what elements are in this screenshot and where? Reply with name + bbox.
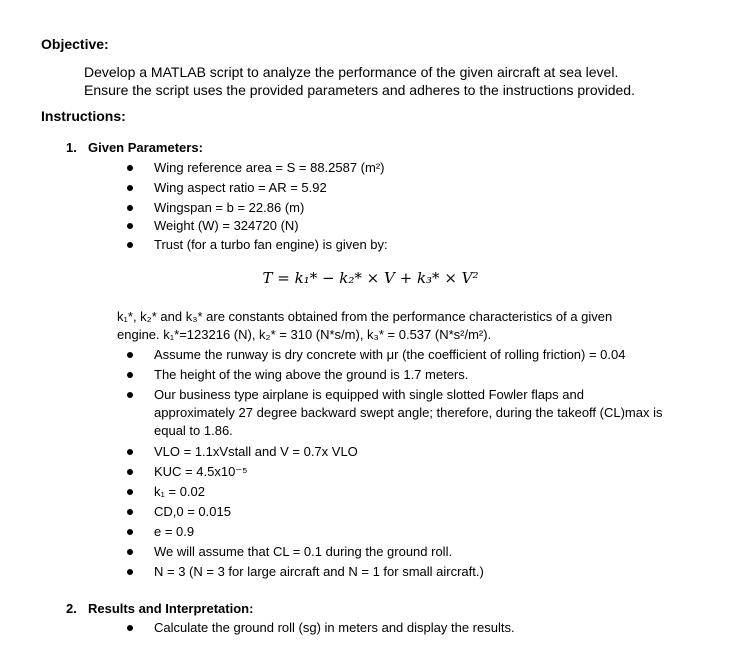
- param-vlo: VLO = 1.1xVstall and V = 0.7x VLO: [154, 444, 358, 459]
- param-k1: k₁ = 0.02: [154, 484, 206, 499]
- bullet-icon: [127, 469, 133, 475]
- param-thrust: Trust (for a turbo fan engine) is given by:: [154, 237, 388, 252]
- bullet-icon: [127, 625, 133, 631]
- bullet-icon: [127, 223, 133, 229]
- instructions-heading: Instructions:: [41, 108, 126, 124]
- param-wing-area: Wing reference area = S = 88.2587 (m²): [154, 160, 385, 175]
- assumption-flaps-1: Our business type airplane is equipped with single slotted Fowler flaps and: [154, 387, 584, 402]
- bullet-icon: [127, 392, 133, 398]
- assumption-flaps-2: approximately 27 degree backward swept angle; therefore, during the takeoff (CL)max is: [154, 405, 663, 420]
- bullet-icon: [127, 449, 133, 455]
- assumption-flaps-3: equal to 1.86.: [154, 423, 233, 438]
- param-cd0: CD,0 = 0.015: [154, 504, 231, 519]
- param-weight: Weight (W) = 324720 (N): [154, 218, 299, 233]
- param-cl: We will assume that CL = 0.1 during the ground roll.: [154, 544, 453, 559]
- param-wingspan: Wingspan = b = 22.86 (m): [154, 200, 305, 215]
- section-1-title: Given Parameters:: [88, 140, 203, 155]
- bullet-icon: [127, 509, 133, 515]
- thrust-equation: T = k₁* − k₂* × V + k₃* × V²: [262, 269, 479, 287]
- constants-line-1: k₁*, k₂* and k₃* are constants obtained from the performance characteristics of a given: [117, 309, 613, 324]
- param-e: e = 0.9: [154, 524, 195, 539]
- bullet-icon: [127, 372, 133, 378]
- section-2-number: 2.: [66, 601, 77, 616]
- param-kuc: KUC = 4.5x10⁻⁵: [154, 464, 248, 479]
- constants-line-2: engine. k₁*=123216 (N), k₂* = 310 (N*s/m), k₃* = 0.537 (N*s²/m²).: [117, 327, 492, 342]
- bullet-icon: [127, 529, 133, 535]
- param-aspect-ratio: Wing aspect ratio = AR = 5.92: [154, 180, 327, 195]
- bullet-icon: [127, 165, 133, 171]
- objective-heading: Objective:: [41, 36, 109, 52]
- result-ground-roll: Calculate the ground roll (sg) in meters and display the results.: [154, 620, 515, 635]
- bullet-icon: [127, 242, 133, 248]
- bullet-icon: [127, 549, 133, 555]
- bullet-icon: [127, 185, 133, 191]
- bullet-icon: [127, 489, 133, 495]
- section-1-number: 1.: [66, 140, 77, 155]
- section-2-title: Results and Interpretation:: [88, 601, 254, 616]
- bullet-icon: [127, 352, 133, 358]
- assumption-wing-height: The height of the wing above the ground is 1.7 meters.: [154, 367, 469, 382]
- bullet-icon: [127, 205, 133, 211]
- objective-line-1: Develop a MATLAB script to analyze the performance of the given aircraft at sea level.: [84, 64, 619, 80]
- bullet-icon: [127, 569, 133, 575]
- objective-line-2: Ensure the script uses the provided parameters and adheres to the instructions provided.: [84, 82, 635, 98]
- assumption-runway: Assume the runway is dry concrete with μr (the coefficient of rolling friction) = 0.04: [154, 347, 626, 362]
- param-n: N = 3 (N = 3 for large aircraft and N = 1 for small aircraft.): [154, 564, 484, 579]
